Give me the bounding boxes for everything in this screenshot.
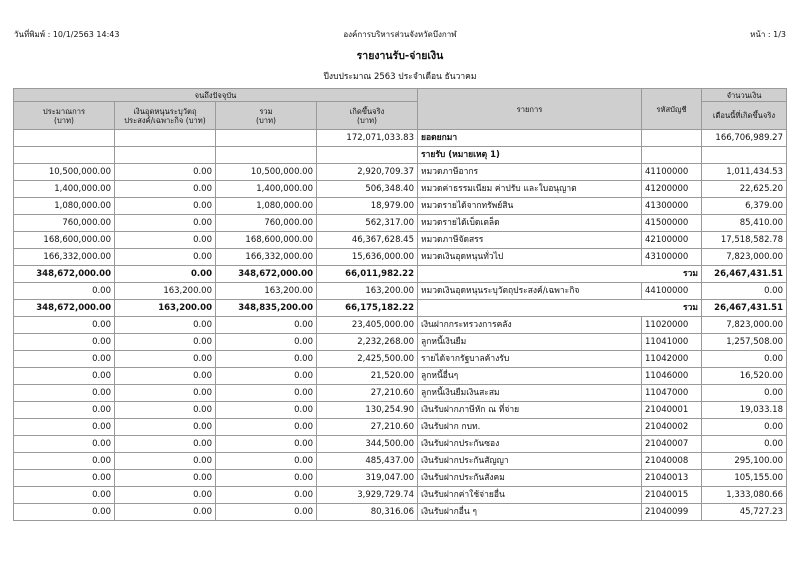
table-row [14,470,787,487]
cell-total: 10,500,000.00 [216,164,317,181]
cell-item: หมวดค่าธรรมเนียม ค่าปรับ และใบอนุญาต [418,181,642,198]
cell-total: 0.00 [216,487,317,504]
cell-actual: 27,210.60 [317,385,418,402]
cell-budget: 0.00 [14,402,115,419]
cell-item: หมวดเงินอุดหนุนระบุวัตถุประสงค์/เฉพาะกิจ [418,283,642,300]
cell-item: หมวดเงินอุดหนุนทั่วไป [418,249,642,266]
cell-actual: 21,520.00 [317,368,418,385]
cell-grant: 0.00 [115,504,216,521]
cell-budget: 0.00 [14,487,115,504]
cell-grant: 163,200.00 [115,300,216,317]
cell-budget: 0.00 [14,470,115,487]
cell-actual: 163,200.00 [317,283,418,300]
cell-item: ลูกหนี้เงินยืมเงินสะสม [418,385,642,402]
cell-actual: 66,011,982.22 [317,266,418,283]
cell-budget: 0.00 [14,453,115,470]
cell-budget: 0.00 [14,385,115,402]
cell-budget: 0.00 [14,504,115,521]
cell-total: 1,400,000.00 [216,181,317,198]
opening-label: ยอดยกมา [418,130,642,147]
table-row [14,402,787,419]
cell-total: 0.00 [216,317,317,334]
subtotal-row [14,300,787,317]
cell-grant: 0.00 [115,436,216,453]
cell-code: 41100000 [642,164,702,181]
cell-total: 166,332,000.00 [216,249,317,266]
cell-grant: 0.00 [115,487,216,504]
cell-grant: 0.00 [115,232,216,249]
income-section-row [14,147,787,164]
cell-grant: 0.00 [115,266,216,283]
cell-grant: 0.00 [115,334,216,351]
cell-grant: 163,200.00 [115,283,216,300]
budget-header: ประมาณการ (บาท) [14,102,115,130]
cell-total: 348,672,000.00 [216,266,317,283]
cell-month: 6,379.00 [702,198,787,215]
cell-total: 348,835,200.00 [216,300,317,317]
cell-total: 0.00 [216,470,317,487]
grant-header: เงินอุดหนุนระบุวัตถุ ประสงค์/เฉพาะกิจ (บาท) [115,102,216,130]
cell-label: รวม [418,300,702,317]
report-subtitle: ปีงบประมาณ 2563 ประจำเดือน ธันวาคม [323,72,477,82]
cell-item: หมวดภาษีอากร [418,164,642,181]
cell-code: 41500000 [642,215,702,232]
cell-total: 0.00 [216,453,317,470]
table-row [14,385,787,402]
cell-month: 295,100.00 [702,453,787,470]
cell-month: 0.00 [702,385,787,402]
table-row [14,368,787,385]
table-row [14,232,787,249]
cell-budget: 0.00 [14,368,115,385]
cell-month: 19,033.18 [702,402,787,419]
cell-code: 21040002 [642,419,702,436]
cell-item: เงินรับฝากประกันซอง [418,436,642,453]
cell-total: 0.00 [216,351,317,368]
report-title: รายงานรับ-จ่ายเงิน [356,50,444,62]
cell-total: 0.00 [216,385,317,402]
table-row [14,249,787,266]
cell-grant: 0.00 [115,317,216,334]
cell-code: 11046000 [642,368,702,385]
cell-actual: 66,175,182.22 [317,300,418,317]
cell-actual: 27,210.60 [317,419,418,436]
cell-grant: 0.00 [115,164,216,181]
cell-grant: 0.00 [115,470,216,487]
cell-item: หมวดภาษีจัดสรร [418,232,642,249]
cell-code: 41200000 [642,181,702,198]
table-row [14,317,787,334]
cell-budget: 10,500,000.00 [14,164,115,181]
cell-item: เงินรับฝากอื่น ๆ [418,504,642,521]
cell-grant: 0.00 [115,215,216,232]
cell-total: 0.00 [216,334,317,351]
cell-grant: 0.00 [115,419,216,436]
cell-actual: 46,367,628.45 [317,232,418,249]
cell-month: 26,467,431.51 [702,266,787,283]
cell-month: 26,467,431.51 [702,300,787,317]
cell-budget: 0.00 [14,436,115,453]
table-row [14,164,787,181]
cell-total: 163,200.00 [216,283,317,300]
cell-code: 43100000 [642,249,702,266]
table-row [14,181,787,198]
organization-name: องค์การบริหารส่วนจังหวัดบึงกาฬ [343,30,457,39]
subtotal-row [14,266,787,283]
amount-header: จำนวนเงิน [702,89,787,102]
cell-total: 0.00 [216,419,317,436]
table-row [14,215,787,232]
cell-code: 21040099 [642,504,702,521]
cell-actual: 2,425,500.00 [317,351,418,368]
cell-budget: 348,672,000.00 [14,300,115,317]
print-date: วันที่พิมพ์ : 10/1/2563 14:43 [14,30,120,39]
cell-grant: 0.00 [115,249,216,266]
cell-grant: 0.00 [115,402,216,419]
cell-code: 41300000 [642,198,702,215]
cell-item: เงินรับฝาก กบท. [418,419,642,436]
total-header: รวม (บาท) [216,102,317,130]
cell-code: 44100000 [642,283,702,300]
cell-item: หมวดรายได้เบ็ดเตล็ด [418,215,642,232]
cell-budget: 166,332,000.00 [14,249,115,266]
table-row [14,436,787,453]
cell-grant: 0.00 [115,385,216,402]
cell-month: 1,257,508.00 [702,334,787,351]
cell-month: 7,823,000.00 [702,317,787,334]
to-date-group-header: จนถึงปัจจุบัน [14,89,418,102]
cell-actual: 23,405,000.00 [317,317,418,334]
header-row-1 [14,89,787,102]
cell-code: 21040007 [642,436,702,453]
cell-budget: 168,600,000.00 [14,232,115,249]
cell-month: 17,518,582.78 [702,232,787,249]
cell-item: หมวดรายได้จากทรัพย์สิน [418,198,642,215]
cell-code: 11041000 [642,334,702,351]
cell-month: 0.00 [702,436,787,453]
cell-month: 0.00 [702,283,787,300]
cell-item: ลูกหนี้อื่นๆ [418,368,642,385]
cell-month: 0.00 [702,419,787,436]
table-row [14,283,787,300]
items-header: รายการ [418,89,642,130]
cell-month: 105,155.00 [702,470,787,487]
cell-code: 11042000 [642,351,702,368]
cell-total: 1,080,000.00 [216,198,317,215]
cell-code: 42100000 [642,232,702,249]
cell-code: 21040008 [642,453,702,470]
cell-budget: 0.00 [14,351,115,368]
table-row [14,198,787,215]
cell-grant: 0.00 [115,351,216,368]
cell-item: ลูกหนี้เงินยืม [418,334,642,351]
cell-actual: 2,232,268.00 [317,334,418,351]
cell-month: 22,625.20 [702,181,787,198]
cell-item: เงินรับฝากประกันสัญญา [418,453,642,470]
table-row [14,419,787,436]
cell-actual: 319,047.00 [317,470,418,487]
cell-item: เงินรับฝากค่าใช้จ่ายอื่น [418,487,642,504]
cell-actual: 130,254.90 [317,402,418,419]
table-row [14,504,787,521]
income-section-label: รายรับ (หมายเหตุ 1) [418,147,642,164]
cell-actual: 15,636,000.00 [317,249,418,266]
cell-actual: 562,317.00 [317,215,418,232]
cell-label: รวม [418,266,702,283]
cell-month: 45,727.23 [702,504,787,521]
cell-grant: 0.00 [115,198,216,215]
cell-grant: 0.00 [115,181,216,198]
cell-code: 21040001 [642,402,702,419]
cell-budget: 348,672,000.00 [14,266,115,283]
cell-actual: 485,437.00 [317,453,418,470]
opening-month: 166,706,989.27 [702,130,787,147]
cell-total: 0.00 [216,504,317,521]
cell-grant: 0.00 [115,368,216,385]
cell-item: เงินฝากกระทรวงการคลัง [418,317,642,334]
cell-total: 760,000.00 [216,215,317,232]
actual-header: เกิดขึ้นจริง (บาท) [317,102,418,130]
cell-item: เงินรับฝากประกันสังคม [418,470,642,487]
cell-item: เงินรับฝากภาษีหัก ณ ที่จ่าย [418,402,642,419]
cell-code: 11020000 [642,317,702,334]
cell-budget: 1,400,000.00 [14,181,115,198]
cell-actual: 2,920,709.37 [317,164,418,181]
page-number: หน้า : 1/3 [750,30,786,39]
table-row [14,334,787,351]
account-code-header: รหัสบัญชี [642,89,702,130]
cell-month: 16,520.00 [702,368,787,385]
cell-grant: 0.00 [115,453,216,470]
cell-budget: 0.00 [14,419,115,436]
opening-actual: 172,071,033.83 [317,130,418,147]
cell-month: 0.00 [702,351,787,368]
cell-budget: 0.00 [14,317,115,334]
table-row [14,487,787,504]
cell-actual: 344,500.00 [317,436,418,453]
cell-item: รายได้จากรัฐบาลค้างรับ [418,351,642,368]
receipts-payments-table [13,88,787,521]
cell-total: 0.00 [216,368,317,385]
cell-total: 0.00 [216,402,317,419]
cell-budget: 1,080,000.00 [14,198,115,215]
page-header [14,28,786,40]
cell-actual: 3,929,729.74 [317,487,418,504]
opening-balance-row [14,130,787,147]
cell-actual: 18,979.00 [317,198,418,215]
table-row [14,453,787,470]
cell-budget: 760,000.00 [14,215,115,232]
cell-budget: 0.00 [14,283,115,300]
cell-month: 7,823,000.00 [702,249,787,266]
cell-actual: 80,316.06 [317,504,418,521]
cell-total: 168,600,000.00 [216,232,317,249]
cell-month: 1,011,434.53 [702,164,787,181]
cell-actual: 506,348.40 [317,181,418,198]
cell-total: 0.00 [216,436,317,453]
cell-month: 1,333,080.66 [702,487,787,504]
cell-code: 11047000 [642,385,702,402]
month-actual-header: เดือนนี้ที่เกิดขึ้นจริง [702,102,787,130]
cell-code: 21040013 [642,470,702,487]
cell-month: 85,410.00 [702,215,787,232]
cell-budget: 0.00 [14,334,115,351]
cell-code: 21040015 [642,487,702,504]
table-row [14,351,787,368]
